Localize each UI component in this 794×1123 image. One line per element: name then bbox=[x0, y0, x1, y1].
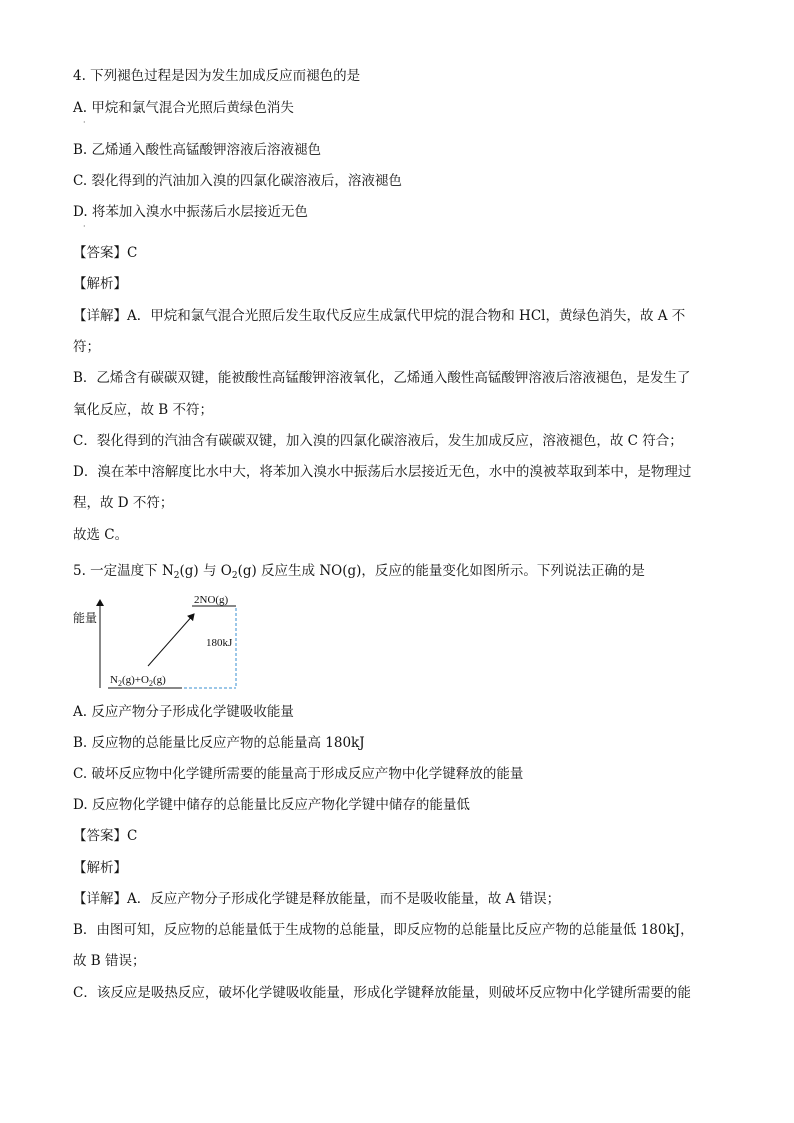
q4-analysis-heading: 【解析】 bbox=[73, 276, 127, 292]
q5-option-b: B. 反应物的总能量比反应产物的总能量高 180kJ bbox=[73, 735, 365, 751]
q4-option-c: C. 裂化得到的汽油加入溴的四氯化碳溶液后，溶液褪色 bbox=[73, 173, 402, 189]
reaction-arrow bbox=[148, 614, 194, 666]
reactant-label: $N_2(g)+O_2(g)$ bbox=[110, 674, 166, 688]
q5-stem-part: (g) 与 O bbox=[179, 563, 232, 579]
energy-value-label: 180kJ bbox=[206, 637, 233, 649]
product-label: 2NO(g) bbox=[194, 594, 229, 606]
q4-detail-line: 符； bbox=[73, 339, 100, 355]
q5-detail-line: 【详解】A．反应产物分子形成化学键是释放能量，而不是吸收能量，故 A 错误； bbox=[73, 891, 561, 907]
energy-axis-label: 能量 bbox=[73, 611, 98, 625]
energy-diagram bbox=[70, 592, 270, 692]
q4-conclusion: 故选 C。 bbox=[73, 527, 129, 543]
q4-detail-line: 氧化反应，故 B 不符； bbox=[73, 402, 214, 418]
q4-detail-line: 程，故 D 不符； bbox=[73, 495, 174, 511]
q4-option-b: B. 乙烯通入酸性高锰酸钾溶液后溶液褪色 bbox=[73, 142, 322, 158]
q5-option-a: A. 反应产物分子形成化学键吸收能量 bbox=[73, 704, 294, 720]
q5-analysis-heading: 【解析】 bbox=[73, 860, 127, 876]
q5-detail-line: B．由图可知，反应物的总能量低于生成物的总能量，即反应物的总能量比反应产物的总能量低 180kJ， bbox=[73, 922, 694, 938]
q4-answer: 【答案】C bbox=[73, 245, 138, 261]
q4-detail-line: C．裂化得到的汽油含有碳碳双键，加入溴的四氯化碳溶液后，发生加成反应，溶液褪色，故 C 符合； bbox=[73, 433, 683, 449]
q4-option-d: D. 将苯加入溴水中振荡后水层接近无色 bbox=[73, 204, 308, 220]
q5-answer: 【答案】C bbox=[73, 828, 138, 844]
q5-detail-line: 故 B 错误； bbox=[73, 953, 146, 969]
bullet-mark: · bbox=[83, 222, 86, 231]
bullet-mark: · bbox=[83, 118, 86, 127]
q5-stem bbox=[73, 561, 645, 586]
q5-option-d: D. 反应物化学键中储存的总能量比反应产物化学键中储存的能量低 bbox=[73, 797, 470, 813]
q5-stem-part: 5. 一定温度下 N bbox=[73, 563, 174, 579]
q5-option-c: C. 破坏反应物中化学键所需要的能量高于形成反应产物中化学键释放的能量 bbox=[73, 766, 524, 782]
q4-detail-line: 【详解】A．甲烷和氯气混合光照后发生取代反应生成氯代甲烷的混合物和 HCl，黄绿色消失，故 A 不 bbox=[73, 308, 686, 324]
q5-stem-subscript: 2 bbox=[173, 571, 180, 581]
q4-detail-line: B．乙烯含有碳碳双键，能被酸性高锰酸钾溶液氧化，乙烯通入酸性高锰酸钾溶液后溶液褪色，是发生了 bbox=[73, 370, 691, 386]
q5-stem-part: (g) 反应生成 NO(g)，反应的能量变化如图所示。下列说法正确的是 bbox=[237, 563, 645, 579]
q4-stem: 4. 下列褪色过程是因为发生加成反应而褪色的是 bbox=[73, 68, 361, 84]
q4-option-a: A. 甲烷和氯气混合光照后黄绿色消失 bbox=[73, 100, 294, 116]
q4-detail-line: D．溴在苯中溶解度比水中大，将苯加入溴水中振荡后水层接近无色，水中的溴被萃取到苯中，是物理过 bbox=[73, 464, 692, 480]
q5-stem-subscript: 2 bbox=[231, 571, 238, 581]
q5-detail-line: C．该反应是吸热反应，破坏化学键吸收能量，形成化学键释放能量，则破坏反应物中化学键所需要的能 bbox=[73, 985, 691, 1001]
